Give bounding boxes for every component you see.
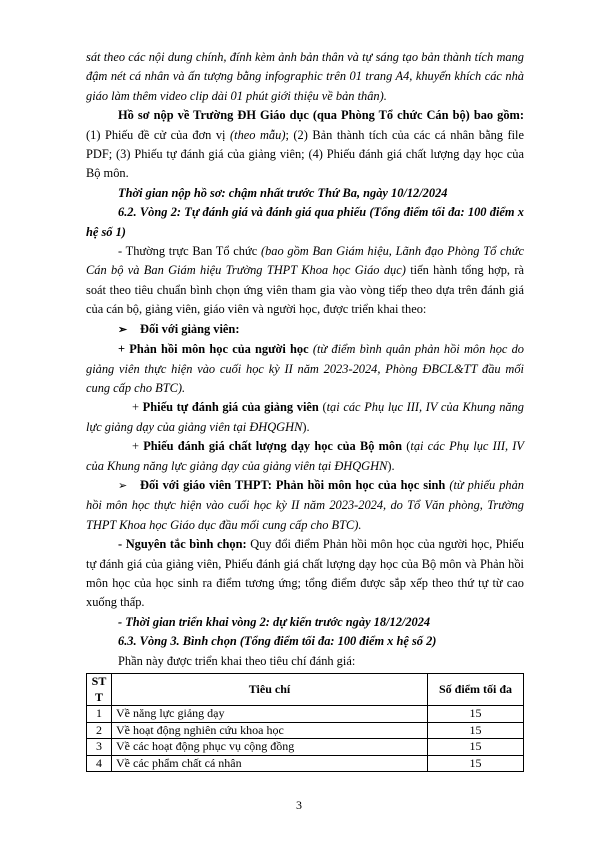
table-header-row [87, 674, 524, 706]
section-6-3-heading: 6.3. Vòng 3. Bình chọn (Tổng điểm tối đa: 100 điểm x hệ số 2) [118, 634, 437, 649]
criteria-table [86, 673, 524, 772]
table-row: 2 Về hoạt động nghiên cứu khoa học 15 [87, 722, 524, 739]
section-6-2-heading: 6.2. Vòng 2: Tự đánh giá và đánh giá qua phiếu (Tổng điểm tối đa: 100 điểm x hệ số 1) [86, 205, 524, 239]
table-row: 4 Về các phẩm chất cá nhân 15 [87, 755, 524, 772]
paragraph-dossier: Hồ sơ nộp về Trường ĐH Giáo dục (qua Phòng Tổ chức Cán bộ) bao gồm: (1) Phiếu đề cử của đơn vị (theo mẫu); (2) Bản thành tích của các cá nhân bằng file PDF; (3) Phiếu tự đánh giá của giảng viên; (4) Phiếu đánh giá chất lượng dạy học của Bộ môn. [86, 108, 524, 181]
item-student-feedback: + Phản hồi môn học của người học (từ điểm bình quân phản hồi môn học do giảng viên thực hiện vào cuối học kỳ II năm 2023-2024, Phòng ĐBCL&TT đầu mối cung cấp cho BTC). [86, 342, 524, 395]
dossier-heading: Hồ sơ nộp về Trường ĐH Giáo dục (qua Phòng Tổ chức Cán bộ) bao gồm: [118, 108, 524, 123]
document-page [86, 48, 524, 772]
arrow-bullet-icon: ➢ [118, 479, 128, 492]
table-row: 1 Về năng lực giảng dạy 15 [87, 706, 524, 723]
page-number: 3 [296, 798, 302, 812]
paragraph-standing-committee: - Thường trực Ban Tổ chức (bao gồm Ban Giám hiệu, Lãnh đạo Phòng Tổ chức Cán bộ và Ban Giám hiệu Trường THPT Khoa học Giáo dục) tiến hành tổng hợp, rà soát theo tiêu chuẩn bình chọn ứng viên tham gia vào vòng tiếp theo dựa trên đánh giá của cán bộ, giảng viên, giáo viên và người học, được triển khai theo: [86, 244, 524, 317]
bullet-lecturers: ➢ Đối với giảng viên: [86, 320, 524, 340]
arrow-bullet-icon: ➢ [118, 323, 128, 336]
table-row: 3 Về các hoạt động phục vụ cộng đồng 15 [87, 739, 524, 756]
header-criteria: Tiêu chí [112, 674, 428, 706]
header-stt: ST T [87, 674, 112, 706]
paragraph-criteria-intro: Phần này được triển khai theo tiêu chí đánh giá: [118, 653, 356, 668]
bullet-highschool-teachers: ➢ Đối với giáo viên THPT: Phản hồi môn học của học sinh (từ phiếu phản hồi môn học thực hiện vào cuối học kỳ II năm 2023-2024, do Tổ Văn phòng, Trường THPT Khoa học Giáo dục đầu mối cung cấp cho BTC). [86, 477, 524, 532]
item-department-assessment: + Phiếu đánh giá chất lượng dạy học của Bộ môn (tại các Phụ lục III, IV của Khung năng lực giảng dạy của giảng viên tại ĐHQGHN). [86, 439, 525, 473]
submission-deadline: Thời gian nộp hồ sơ: chậm nhất trước Thứ Ba, ngày 10/12/2024 [118, 185, 448, 200]
paragraph-selection-principle: - Nguyên tắc bình chọn: Quy đổi điểm Phản hồi môn học của người học, Phiếu tự đánh giá của giảng viên, Phiếu đánh giá chất lượng dạy học của Bộ môn và Phản hồi môn học của học sinh ra điểm tương ứng; tổng điểm được sắp xếp theo thứ tự từ cao xuống thấp. [86, 537, 525, 610]
round-2-deadline: - Thời gian triển khai vòng 2: dự kiến trước ngày 18/12/2024 [118, 614, 431, 629]
paragraph-intro: sát theo các nội dung chính, đính kèm ảnh bản thân và tự sáng tạo bản thành tích mang đậm nét cá nhân và ấn tượng bằng infographic trên 01 trang A4, khuyến khích các nhà giáo làm thêm video clip dài 01 phút giới thiệu về bản thân). [86, 50, 524, 103]
item-self-assessment: + Phiếu tự đánh giá của giảng viên (tại các Phụ lục III, IV của Khung năng lực giảng dạy của giảng viên tại ĐHQGHN). [86, 400, 524, 434]
header-max-score: Số điểm tối đa [428, 674, 524, 706]
